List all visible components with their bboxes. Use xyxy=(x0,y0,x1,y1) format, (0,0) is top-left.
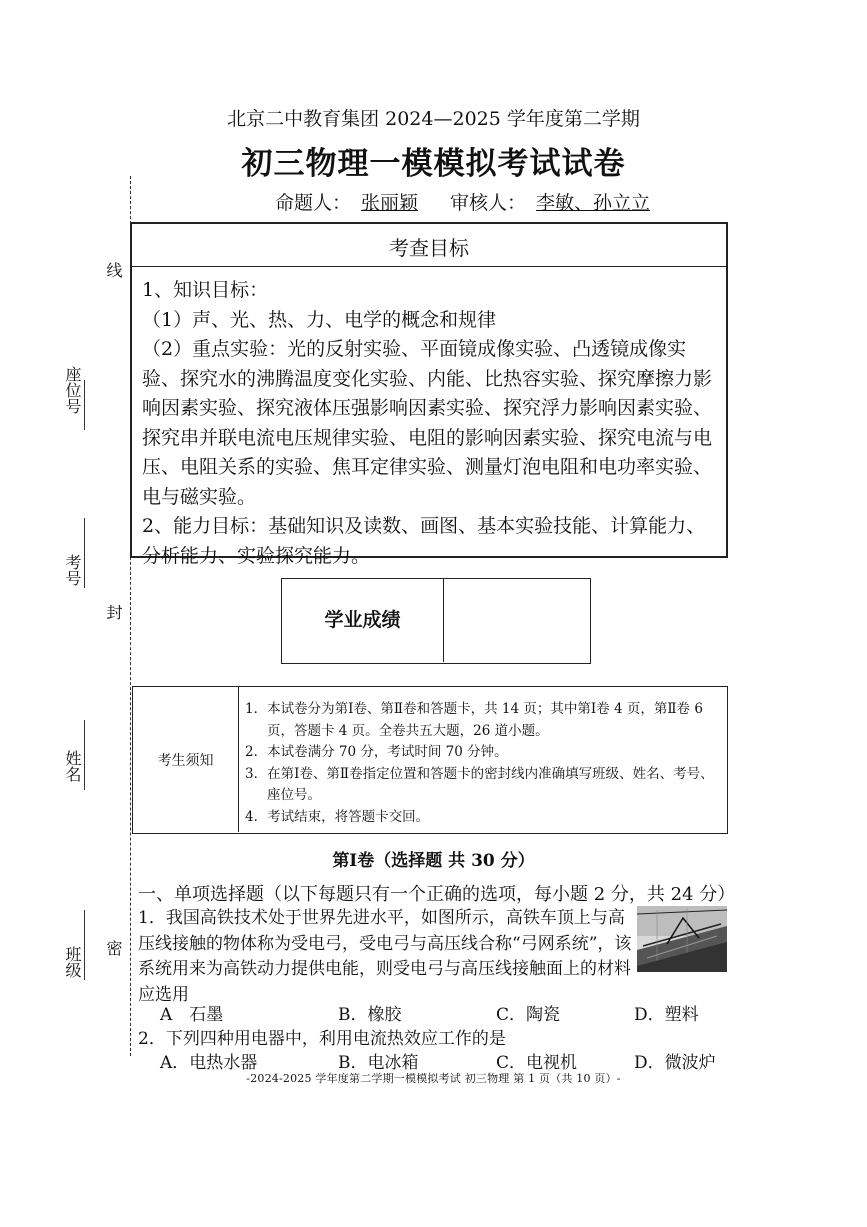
score-value-cell xyxy=(447,579,590,663)
objective-line: 2、能力目标：基础知识及读数、画图、基本实验技能、计算能力、分析能力、实验探究能力。 xyxy=(142,515,706,567)
q2-option-a: A．电热水器 xyxy=(160,1053,258,1073)
exam-title: 初三物理一模模拟考试试卷 xyxy=(241,146,626,182)
margin-class-label: 班级 xyxy=(63,946,82,978)
score-label: 学业成绩 xyxy=(282,579,444,662)
objectives-body xyxy=(142,276,718,571)
author-label: 命题人： xyxy=(275,192,352,214)
objective-line: 1、知识目标： xyxy=(142,279,269,301)
notice-item: 1．本试卷分为第Ⅰ卷、第Ⅱ卷和答题卡，共 14 页；其中第Ⅰ卷 4 页，第Ⅱ卷 6 页，答题卡 4 页。全卷共五大题，26 道小题。 xyxy=(245,701,703,739)
notice-item: 2．本试卷满分 70 分，考试时间 70 分钟。 xyxy=(245,744,508,760)
q1-option-a: A 石墨 xyxy=(160,1005,224,1025)
notice-item: 3．在第Ⅰ卷、第Ⅱ卷指定位置和答题卡的密封线内准确填写班级、姓名、考号、座位号。 xyxy=(245,765,714,803)
class-fill-line xyxy=(84,910,85,980)
q1-option-d: D．塑料 xyxy=(634,1005,699,1025)
q1-option-c: C．陶瓷 xyxy=(496,1005,561,1025)
q2-option-d: D．微波炉 xyxy=(634,1053,716,1073)
reviewer-names: 李敏、孙立立 xyxy=(536,192,651,214)
seat-fill-line xyxy=(84,380,85,430)
question-2-options xyxy=(160,1048,730,1072)
notice-list xyxy=(245,699,721,828)
objective-line: （2）重点实验：光的反射实验、平面镜成像实验、凸透镜成像实验、探究水的沸腾温度变化实验、内能、比热容实验、探究摩擦力影响因素实验、探究液体压强影响因素实验、探究浮力影响因素实验、探究串并联电流电压规律实验、电阻的影响因素实验、探究电流与电压、电阻关系的实验、焦耳定律实验、测量灯泡电阻和电功率实验、电与磁实验。 xyxy=(142,338,713,508)
reviewer-label: 审核人： xyxy=(450,192,527,214)
academic-score-box xyxy=(281,578,591,664)
pantograph-photo xyxy=(637,906,727,972)
notice-label: 考生须知 xyxy=(133,687,239,832)
notice-item: 4．考试结束，将答题卡交回。 xyxy=(245,808,430,825)
margin-secret-char: 密 xyxy=(104,940,123,956)
author-name: 张丽颖 xyxy=(361,192,419,214)
q1-option-b: B．橡胶 xyxy=(338,1005,402,1025)
name-fill-line xyxy=(84,720,85,790)
margin-name-label: 姓名 xyxy=(63,750,82,782)
q2-option-c: C．电视机 xyxy=(496,1053,578,1073)
margin-exam-no-label: 考号 xyxy=(63,554,82,586)
exam-objectives-box xyxy=(130,222,728,567)
section-title: 第Ⅰ卷（选择题 共 30 分） xyxy=(332,851,535,871)
objectives-divider xyxy=(132,266,726,267)
margin-line-char: 线 xyxy=(104,262,123,278)
authors-line xyxy=(275,188,660,215)
candidate-notice-box xyxy=(132,686,728,834)
objective-line: （1）声、光、热、力、电学的概念和规律 xyxy=(142,308,497,331)
question-2-stem: 2．下列四种用电器中，利用电流热效应工作的是 xyxy=(138,1029,506,1049)
q2-option-b: B．电冰箱 xyxy=(338,1053,419,1073)
objectives-title: 考查目标 xyxy=(389,236,469,260)
margin-seat-label: 座位号 xyxy=(63,366,82,414)
margin-seal-char: 封 xyxy=(104,604,123,620)
page-footer: -2024-2025 学年度第二学期一模模拟考试 初三物理 第 1 页（共 10 页）- xyxy=(246,1072,621,1085)
question-type-header: 一、单项选择题（以下每题只有一个正确的选项，每小题 2 分，共 24 分） xyxy=(138,884,736,905)
question-1-options xyxy=(160,1000,730,1024)
exam-no-fill-line xyxy=(84,518,85,588)
question-1-stem: 1．我国高铁技术处于世界先进水平，如图所示，高铁车顶上与高压线接触的物体称为受电弓，受电弓与高压线合称“弓网系统”，该系统用来为高铁动力提供电能，则受电弓与高压线接触面上的材料应选用 xyxy=(138,908,632,1005)
school-term-heading: 北京二中教育集团 2024—2025 学年度第二学期 xyxy=(227,108,640,130)
